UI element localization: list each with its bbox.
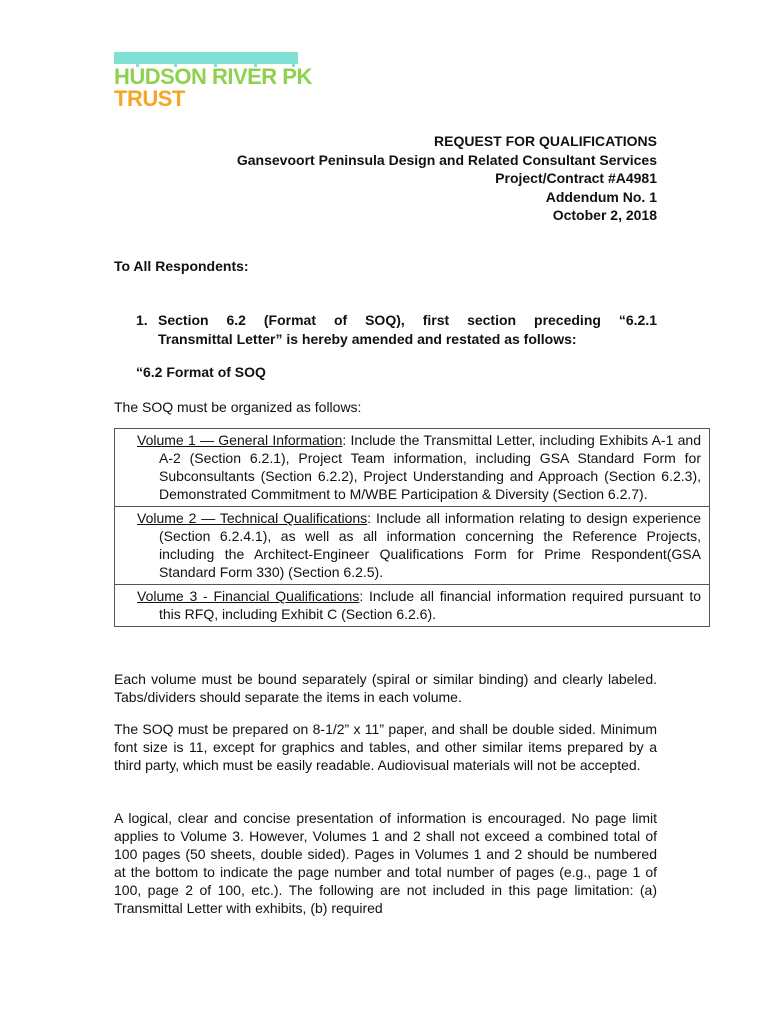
volume-title: Volume 3 - Financial Qualifications (137, 588, 360, 604)
table-row (115, 585, 710, 627)
volume-cell (115, 429, 710, 507)
header-project-name: Gansevoort Peninsula Design and Related Consultant Services (236, 151, 657, 168)
item-text (158, 311, 657, 349)
body-paragraph: Each volume must be bound separately (spiral or similar binding) and clearly labeled. Tabs/dividers should separate the items in each volume. (114, 671, 657, 705)
logo-text-line1: HUDSON RIVER PK (114, 64, 312, 89)
item-number: 1. (136, 312, 148, 328)
section-subheading: “6.2 Format of SOQ (136, 364, 266, 380)
body-paragraph: The SOQ must be prepared on 8-1/2” x 11” paper, and shall be double sided. Minimum font size is 11, except for graphics and tables, and other similar items prepared by a third party, which must be easily readable. Audiovisual materials will not be accepted. (114, 721, 657, 773)
document-header (237, 132, 657, 225)
header-date: October 2, 2018 (552, 207, 657, 223)
volume-cell (115, 585, 710, 627)
volume-cell (115, 507, 710, 585)
volumes-table (114, 428, 710, 627)
numbered-item (136, 311, 657, 349)
header-title: REQUEST FOR QUALIFICATIONS (434, 133, 657, 149)
table-row (115, 507, 710, 585)
header-contract-number: Project/Contract #A4981 (495, 170, 657, 186)
greeting: To All Respondents: (114, 258, 249, 274)
volume-title: Volume 1 — General Information (137, 432, 343, 448)
item-text-line2: Transmittal Letter” is hereby amended and restated as follows: (158, 331, 577, 347)
logo-wave-bar (114, 52, 298, 64)
volume-title: Volume 2 — Technical Qualifications (137, 510, 368, 526)
logo-text-line2: TRUST (114, 86, 185, 111)
volume-description: : Include the Transmittal Letter, including Exhibits A-1 and A-2 (Section 6.2.1), Project Team information, including GSA Standard Form for Subconsultants (Section 6.2.2), Project Understanding and Approach (Section 6.2.3), Demonstrated Commitment to M/WBE Participation & Diversity (Section 6.2.7). (159, 432, 701, 502)
volume-description: : Include all information relating to design experience (Section 6.2.4.1), as well as all information concerning the Reference Projects, including the Architect-Engineer Qualifications Form for Prime Respondent(GSA Standard Form 330) (Section 6.2.5). (159, 510, 701, 580)
item-text-line1: Section 6.2 (Format of SOQ), first section preceding “6.2.1 (158, 312, 657, 328)
hudson-river-park-trust-logo (114, 52, 312, 111)
header-addendum: Addendum No. 1 (545, 188, 657, 205)
body-paragraph: A logical, clear and concise presentation of information is encouraged. No page limit applies to Volume 3. However, Volumes 1 and 2 shall not exceed a combined total of 100 pages (50 sheets, double sided). Pages in Volumes 1 and 2 should be numbered at the bottom to indicate the page number and total number of pages (e.g., page 1 of 100, page 2 of 100, etc.). The following are not included in this page limitation: (a) Transmittal Letter with exhibits, (b) required (114, 810, 657, 916)
volume-description: : Include all financial information required pursuant to this RFQ, including Exhibit C (Section 6.2.6). (159, 588, 701, 622)
intro-text: The SOQ must be organized as follows: (114, 399, 362, 415)
table-row (115, 429, 710, 507)
